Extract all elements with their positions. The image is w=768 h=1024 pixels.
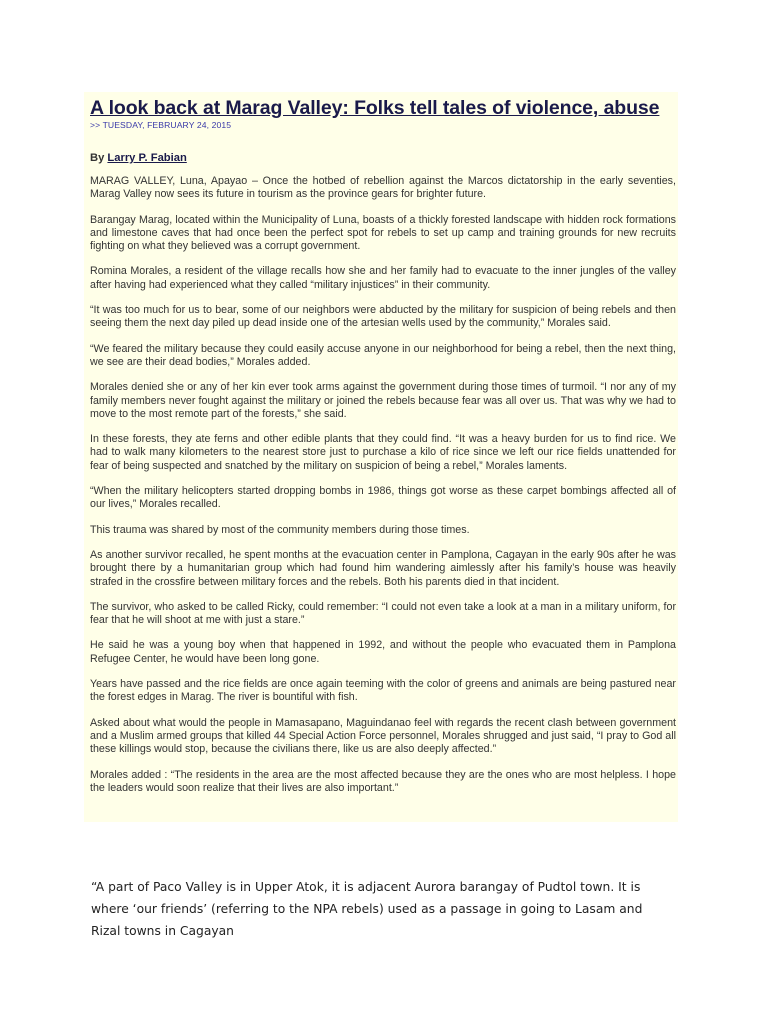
article-paragraph: Years have passed and the rice fields are once again teeming with the color of greens and animals are being pastured near the forest edges in Marag. The river is bountiful with fish. <box>90 678 676 704</box>
article-paragraph: In these forests, they ate ferns and other edible plants that they could find. “It was a heavy burden for us to find rice. We had to walk many kilometers to the nearest store just to purchase a kilo of rice since we left our rice fields unattended for fear of being suspected and snatched by the military on suspicion of being a rebel,” Morales laments. <box>90 433 676 472</box>
quote-text: “A part of Paco Valley is in Upper Atok, it is adjacent Aurora barangay of Pudtol town. It is where ‘our friends’ (referring to the NPA rebels) used as a passage in going to Lasam and Rizal towns in Cagayan <box>91 880 643 938</box>
article-dateline: >> TUESDAY, FEBRUARY 24, 2015 <box>90 120 232 130</box>
article-byline <box>90 151 678 165</box>
article-paragraph: As another survivor recalled, he spent months at the evacuation center in Pamplona, Cagayan in the early 90s after he was brought there by a humanitarian group which had found him wandering aimlessly after his family’s house was heavily strafed in the crossfire between military forces and the rebels. Both his parents died in that incident. <box>90 548 676 588</box>
article-paragraph: “It was too much for us to bear, some of our neighbors were abducted by the military for suspicion of being rebels and then seeing them the next day piled up dead inside one of the artesian wells used by the community,” Morales said. <box>90 304 676 330</box>
article-paragraph: He said he was a young boy when that happened in 1992, and without the people who evacuated them in Pamplona Refugee Center, he would have been long gone. <box>90 639 676 665</box>
article-paragraph: Romina Morales, a resident of the village recalls how she and her family had to evacuate to the inner jungles of the valley after having had experienced what they called “military injustices” in their community. <box>90 265 676 291</box>
article-paragraph: This trauma was shared by most of the community members during those times. <box>90 523 470 536</box>
article-headline[interactable]: A look back at Marag Valley: Folks tell tales of violence, abuse <box>90 97 660 119</box>
article-paragraph: “When the military helicopters started dropping bombs in 1986, things got worse as these carpet bombings affected all of our lives,” Morales recalled. <box>90 485 676 511</box>
article-body <box>90 175 676 795</box>
author-link[interactable]: Larry P. Fabian <box>107 152 187 164</box>
article-paragraph: Asked about what would the people in Mamasapano, Maguindanao feel with regards the recent clash between government and a Muslim armed groups that killed 44 Special Action Force personnel, Morales shrugged and just said, “I pray to God all these killings would stop, because the civilians there, like us are also deeply affected.” <box>90 716 676 756</box>
article-paragraph: Barangay Marag, located within the Municipality of Luna, boasts of a thickly forested landscape with hidden rock formations and limestone caves that had once been the perfect spot for rebels to set up camp and training grounds for new recruits fighting on what they believed was a corrupt government. <box>90 213 676 253</box>
byline-prefix: By <box>90 152 108 164</box>
article-paragraph: Morales added : “The residents in the area are the most affected because they are the ones who are most helpless. I hope the leaders would soon realize that their lives are also important.” <box>90 768 676 794</box>
article-panel <box>84 92 678 822</box>
article-paragraph: MARAG VALLEY, Luna, Apayao – Once the hotbed of rebellion against the Marcos dictatorship in the early seventies, Marag Valley now sees its future in tourism as the province gears for brighter future. <box>90 175 676 201</box>
article-paragraph: The survivor, who asked to be called Ricky, could remember: “I could not even take a look at a man in a military uniform, for fear that he will shoot at me with just a stare.” <box>90 600 676 627</box>
article-paragraph: Morales denied she or any of her kin ever took arms against the government during those times of turmoil. “I nor any of my family members never fought against the military or joined the rebels because fear was all over us. That was why we had to move to the most remote part of the forests,” she said. <box>90 381 676 420</box>
article-paragraph: “We feared the military because they could easily accuse anyone in our neighborhood for being a rebel, then the next thing, we see are their dead bodies,” Morales added. <box>90 342 676 368</box>
